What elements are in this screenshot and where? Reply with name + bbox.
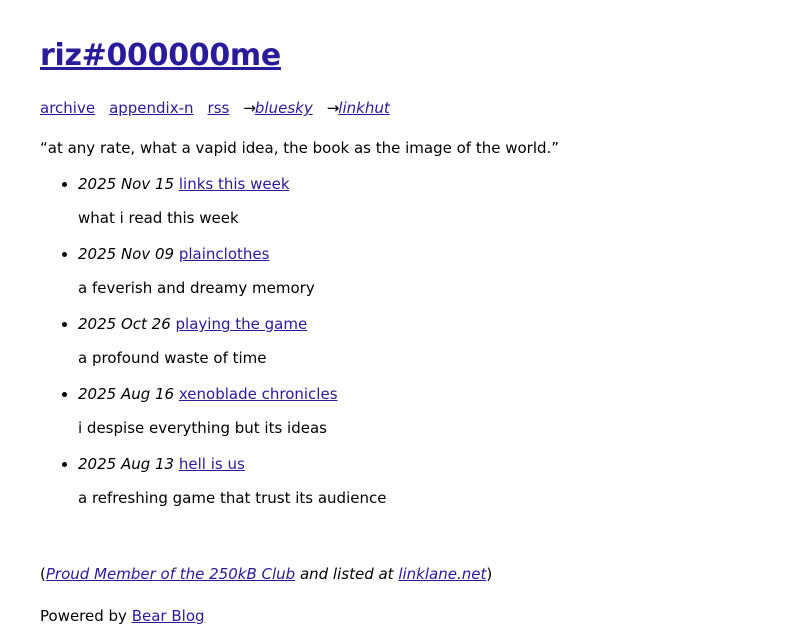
list-item	[78, 243, 760, 299]
post-heading	[78, 383, 760, 406]
nav-item-bluesky[interactable]: bluesky	[254, 99, 313, 117]
post-description: a profound waste of time	[78, 348, 267, 367]
external-arrow-icon: →	[243, 99, 255, 117]
page-title	[40, 28, 760, 73]
nav-item-rss[interactable]: rss	[207, 99, 230, 117]
post-date: 2025 Oct 26	[78, 315, 171, 333]
site-title-link[interactable]: riz#000000me	[40, 38, 281, 73]
post-date: 2025 Nov 15	[78, 175, 175, 193]
site-quote: “at any rate, what a vapid idea, the book as the image of the world.”	[40, 139, 560, 157]
post-title-link[interactable]: xenoblade chronicles	[178, 385, 338, 403]
post-list	[40, 173, 760, 509]
post-title-link[interactable]: hell is us	[178, 455, 245, 473]
nav-item-appendix-n[interactable]: appendix-n	[109, 99, 194, 117]
post-heading	[78, 313, 760, 336]
nav-item-archive[interactable]: archive	[40, 99, 96, 117]
footer-close-paren: )	[486, 565, 493, 583]
list-item	[78, 383, 760, 439]
nav-item-linkhut[interactable]: linkhut	[338, 99, 390, 117]
post-heading	[78, 173, 760, 196]
powered-by-note	[40, 607, 760, 625]
post-description: a feverish and dreamy memory	[78, 278, 315, 297]
list-item	[78, 453, 760, 509]
post-description: a refreshing game that trust its audience	[78, 488, 387, 507]
post-heading	[78, 453, 760, 476]
post-date: 2025 Aug 16	[78, 385, 175, 403]
linklane-link[interactable]: linklane.net	[398, 565, 487, 583]
bear-blog-link[interactable]: Bear Blog	[131, 607, 205, 625]
post-heading	[78, 243, 760, 266]
post-description: i despise everything but its ideas	[78, 418, 327, 437]
post-date: 2025 Nov 09	[78, 245, 175, 263]
external-arrow-icon: →	[326, 99, 339, 117]
powered-by-text: Powered by	[40, 607, 132, 625]
main-navigation	[40, 99, 760, 117]
list-item	[78, 173, 760, 229]
post-date: 2025 Aug 13	[78, 455, 175, 473]
post-title-link[interactable]: playing the game	[175, 315, 308, 333]
footer-middle-text: and listed at	[295, 565, 399, 583]
post-title-link[interactable]: plainclothes	[178, 245, 270, 263]
footer-note	[40, 565, 760, 583]
post-description: what i read this week	[78, 208, 239, 227]
list-item	[78, 313, 760, 369]
250kb-club-link[interactable]: Proud Member of the 250kB Club	[45, 565, 296, 583]
post-title-link[interactable]: links this week	[178, 175, 290, 193]
footer-open-paren: (	[40, 565, 46, 583]
